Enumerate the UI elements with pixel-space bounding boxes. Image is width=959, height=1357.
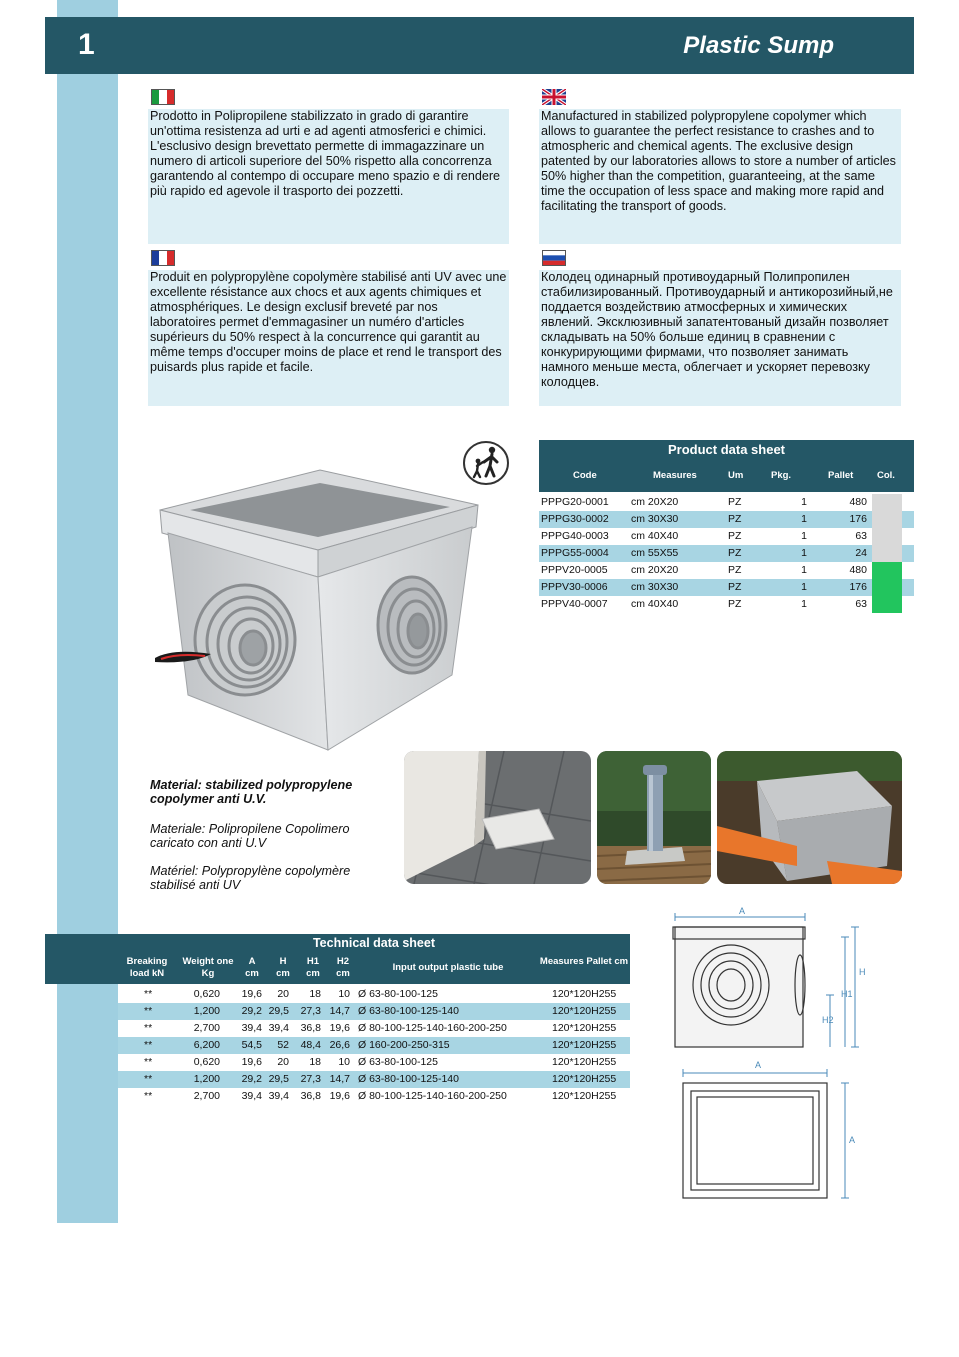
cell-pkg: 1: [801, 513, 807, 525]
material-english: Material: stabilized polypropylene copolymer anti U.V.: [150, 778, 353, 806]
header-a: A cm: [245, 956, 259, 979]
cell-h1: 27,3: [300, 1005, 321, 1017]
cell-pallet: 120*120H255: [552, 988, 617, 1000]
drawing-label-h2: H2: [822, 1015, 834, 1025]
drawing-label-a-side: A: [849, 1135, 856, 1145]
table-row: [539, 579, 914, 596]
table-row: [539, 494, 914, 511]
sidebar-band: [57, 0, 118, 1223]
cell-pallet: 120*120H255: [552, 1005, 617, 1017]
cell-tube: Ø 80-100-125-140-160-200-250: [358, 1090, 507, 1102]
cell-weight: 0,620: [193, 988, 220, 1000]
cell-um: PZ: [728, 496, 742, 508]
description-english: Manufactured in stabilized polypropylene copolymer which allows to guarantee the perfect resistance to crashes and to atmospheric and chemical agents. The exclusive design patented by our laboratories allows to store a number of articles 50% higher than the competition, guaranteeing, at the same time the occupation of less space and making more rapid and facilitating the transport of goods.: [539, 109, 901, 244]
cell-pallet: 176: [849, 581, 867, 593]
color-swatch: [872, 545, 902, 562]
cell-weight: 2,700: [193, 1022, 220, 1034]
cell-h2: 10: [338, 988, 350, 1000]
cell-pallet: 480: [849, 496, 867, 508]
cell-h2: 19,6: [329, 1090, 350, 1102]
floor-installation-photo: [404, 751, 591, 884]
cell-tube: Ø 63-80-100-125: [358, 1056, 438, 1068]
cell-um: PZ: [728, 547, 742, 559]
cell-code: PPPG40-0003: [541, 530, 609, 542]
cell-h: 20: [277, 1056, 289, 1068]
cell-um: PZ: [728, 530, 742, 542]
cell-measures: cm 55X55: [631, 547, 679, 559]
cell-measures: cm 20X20: [631, 496, 679, 508]
page-title: Plastic Sump: [683, 32, 834, 59]
header-pallet-measures: Measures Pallet cm: [539, 956, 629, 967]
table-row: [118, 1088, 630, 1105]
cell-code: PPPV40-0007: [541, 598, 608, 610]
header-h1: H1 cm: [306, 956, 320, 979]
cell-h: 52: [277, 1039, 289, 1051]
color-swatch: [872, 562, 902, 579]
cell-measures: cm 40X40: [631, 530, 679, 542]
cell-h: 39,4: [268, 1022, 289, 1034]
description-french: Produit en polypropylène copolymère stabilisé anti UV avec une excellente résistance aux chocs et aux agents chimiques et atmosphériques. Le design exclusif breveté par nos laboratoires permet d'emmagasiner un numéro d'articles supérieurs du 50% respect à la concurrence qui garantit au même temps d'occuper moins de place et rend le transport des puisards plus rapide et facile.: [148, 270, 509, 406]
color-swatch: [872, 528, 902, 545]
uk-flag-icon: [542, 89, 566, 105]
cell-load: **: [144, 1022, 153, 1034]
header-measures: Measures: [653, 470, 697, 481]
cell-load: **: [144, 1005, 153, 1017]
cell-h1: 27,3: [300, 1073, 321, 1085]
cell-a: 39,4: [241, 1090, 262, 1102]
cell-h: 20: [277, 988, 289, 1000]
table-row: [539, 596, 914, 613]
material-french: Matériel: Polypropylène copolymère stabilisé anti UV: [150, 864, 351, 892]
cell-load: **: [144, 988, 153, 1000]
cell-tube: Ø 80-100-125-140-160-200-250: [358, 1022, 507, 1034]
cell-pallet: 120*120H255: [552, 1022, 617, 1034]
cell-measures: cm 40X40: [631, 598, 679, 610]
color-swatch: [872, 579, 902, 596]
product-table-header: [539, 460, 914, 492]
header-h: H cm: [276, 956, 290, 979]
cell-code: PPPG20-0001: [541, 496, 609, 508]
cell-pkg: 1: [801, 564, 807, 576]
cell-h1: 36,8: [300, 1090, 321, 1102]
cell-pkg: 1: [801, 547, 807, 559]
drawing-label-a-plan: A: [755, 1060, 762, 1070]
cell-load: **: [144, 1073, 153, 1085]
cell-code: PPPV20-0005: [541, 564, 608, 576]
cell-h2: 14,7: [329, 1005, 350, 1017]
cell-h2: 19,6: [329, 1022, 350, 1034]
drawing-label-h: H: [859, 967, 866, 977]
table-row: [118, 1054, 630, 1071]
table-row: [118, 1037, 630, 1054]
cell-load: **: [144, 1056, 153, 1068]
cell-load: **: [144, 1039, 153, 1051]
cell-tube: Ø 63-80-100-125-140: [358, 1005, 459, 1017]
color-swatch: [872, 494, 902, 511]
cell-um: PZ: [728, 581, 742, 593]
tech-table-title: Technical data sheet: [118, 934, 630, 952]
cell-measures: cm 30X30: [631, 513, 679, 525]
cell-h1: 18: [309, 988, 321, 1000]
cell-um: PZ: [728, 564, 742, 576]
drawing-label-h1: H1: [841, 989, 853, 999]
cell-pkg: 1: [801, 530, 807, 542]
cell-pallet: 120*120H255: [552, 1039, 617, 1051]
cell-weight: 2,700: [193, 1090, 220, 1102]
cell-h: 29,5: [268, 1005, 289, 1017]
cell-pkg: 1: [801, 496, 807, 508]
header-breaking-load: Breaking load kN: [126, 956, 168, 979]
header-weight: Weight one Kg: [182, 956, 234, 979]
cell-h: 29,5: [268, 1073, 289, 1085]
header-pkg: Pkg.: [771, 470, 792, 481]
cell-pallet: 480: [849, 564, 867, 576]
table-row: [539, 528, 914, 545]
cell-pallet: 176: [849, 513, 867, 525]
header-code: Code: [573, 470, 597, 481]
header-um: Um: [728, 470, 744, 481]
tech-table-header: [118, 952, 630, 984]
cell-load: **: [144, 1090, 153, 1102]
cell-weight: 0,620: [193, 1056, 220, 1068]
cell-tube: Ø 63-80-100-125: [358, 988, 438, 1000]
italy-flag-icon: [151, 89, 175, 105]
technical-data-sheet: [118, 934, 630, 1105]
cell-pallet: 24: [855, 547, 867, 559]
color-swatch: [872, 511, 902, 528]
product-table-title: Product data sheet: [539, 440, 914, 460]
header-pallet: Pallet: [828, 470, 854, 481]
cell-code: PPPG30-0002: [541, 513, 609, 525]
russia-flag-icon: [542, 250, 566, 266]
cell-h2: 10: [338, 1056, 350, 1068]
cell-code: PPPV30-0006: [541, 581, 608, 593]
cell-a: 19,6: [241, 988, 262, 1000]
description-italian: Prodotto in Polipropilene stabilizzato in grado di garantire un'ottima resistenza ad urti e ad agenti atmosferici e chimici. L'esclusivo design brevettato permette di immagazzinare un numero di articoli superiore del 50% rispetto alla concorrenza garantendo al contempo di occupare meno spazio e di rendere più rapido ed agevole il trasporto dei pozzetti.: [148, 109, 509, 244]
cell-pallet: 63: [855, 530, 867, 542]
page-number: 1: [78, 28, 95, 61]
cell-pkg: 1: [801, 598, 807, 610]
cell-a: 29,2: [241, 1073, 262, 1085]
cell-tube: Ø 63-80-100-125-140: [358, 1073, 459, 1085]
cell-measures: cm 20X20: [631, 564, 679, 576]
cell-weight: 1,200: [193, 1005, 220, 1017]
cell-pallet: 120*120H255: [552, 1090, 617, 1102]
cell-um: PZ: [728, 513, 742, 525]
table-row: [118, 1003, 630, 1020]
cell-tube: Ø 160-200-250-315: [358, 1039, 450, 1051]
technical-drawing: [665, 905, 870, 1205]
cell-code: PPPG55-0004: [541, 547, 609, 559]
table-row: [118, 1071, 630, 1088]
cell-h1: 36,8: [300, 1022, 321, 1034]
garden-pole-photo: [597, 751, 711, 884]
cell-a: 19,6: [241, 1056, 262, 1068]
table-row: [539, 562, 914, 579]
cell-pkg: 1: [801, 581, 807, 593]
brand-logo: [153, 648, 213, 666]
header-h2: H2 cm: [336, 956, 350, 979]
cell-measures: cm 30X30: [631, 581, 679, 593]
cell-pallet: 120*120H255: [552, 1056, 617, 1068]
sump-product-image: [150, 465, 485, 755]
cell-weight: 6,200: [193, 1039, 220, 1051]
cell-pallet: 63: [855, 598, 867, 610]
cell-a: 39,4: [241, 1022, 262, 1034]
table-row: [539, 545, 914, 562]
color-swatch: [872, 596, 902, 613]
france-flag-icon: [151, 250, 175, 266]
cell-pallet: 120*120H255: [552, 1073, 617, 1085]
cell-h1: 18: [309, 1056, 321, 1068]
table-row: [539, 511, 914, 528]
table-row: [118, 1020, 630, 1037]
description-russian: Колодец одинарный противоударный Полипропилен стабилизированный. Противоударный и антикорозийный,не поддается воздействию атмосферных и химических явлений. Эксклюзивный запатентованый дизайн позволяет складывать на 50% больше единиц в сравнении с конкурирующими фирмами, что позволяет занимать намного меньше места, облегчает и ускоряет перевозку колодцев.: [539, 270, 901, 406]
cell-h2: 26,6: [329, 1039, 350, 1051]
drawing-label-a-top: A: [739, 906, 746, 916]
product-data-sheet: [539, 440, 914, 613]
cell-h: 39,4: [268, 1090, 289, 1102]
header-col: Col.: [877, 470, 895, 481]
cell-h1: 48,4: [300, 1039, 321, 1051]
cell-a: 54,5: [241, 1039, 262, 1051]
pipe-connection-photo: [717, 751, 902, 884]
tech-header-extension: [45, 934, 118, 984]
table-row: [118, 986, 630, 1003]
material-italian: Materiale: Polipropilene Copolimero caricato con anti U.V: [150, 822, 350, 850]
cell-h2: 14,7: [329, 1073, 350, 1085]
header-tube: Input output plastic tube: [392, 962, 504, 973]
cell-weight: 1,200: [193, 1073, 220, 1085]
cell-a: 29,2: [241, 1005, 262, 1017]
cell-um: PZ: [728, 598, 742, 610]
